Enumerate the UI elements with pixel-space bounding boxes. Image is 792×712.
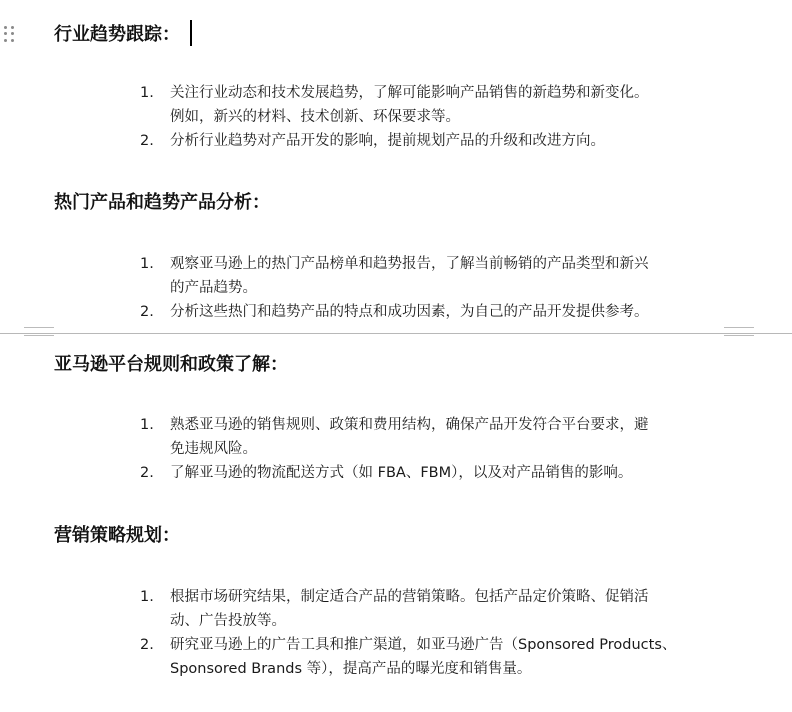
list-item[interactable] — [140, 252, 730, 300]
text-line: 观察亚马逊上的热门产品榜单和趋势报告，了解当前畅销的产品类型和新兴 — [170, 256, 649, 272]
heading-text: 亚马逊平台规则和政策了解： — [54, 354, 288, 375]
numbered-list[interactable] — [140, 252, 730, 324]
list-item[interactable] — [140, 129, 730, 153]
list-item[interactable] — [140, 585, 730, 633]
text-line: 研究亚马逊上的广告工具和推广渠道，如亚马逊广告（Sponsored Products、 — [170, 637, 677, 653]
list-item[interactable] — [140, 633, 730, 681]
numbered-list[interactable] — [140, 81, 730, 153]
text-line: 的产品趋势。 — [170, 280, 257, 296]
text-line: 分析这些热门和趋势产品的特点和成功因素，为自己的产品开发提供参考。 — [170, 304, 649, 320]
text-line: 动、广告投放等。 — [170, 613, 286, 629]
list-item[interactable] — [140, 300, 730, 324]
list-number: 1. — [140, 85, 154, 101]
section-heading[interactable] — [54, 524, 180, 548]
list-number: 2. — [140, 637, 154, 653]
list-item-text — [170, 81, 726, 129]
list-item-text — [170, 300, 726, 324]
list-item-text — [170, 252, 726, 300]
text-line: 分析行业趋势对产品开发的影响，提前规划产品的升级和改进方向。 — [170, 133, 605, 149]
text-line: 了解亚马逊的物流配送方式（如 FBA、FBM），以及对产品销售的影响。 — [170, 465, 633, 481]
text-line: 免违规风险。 — [170, 441, 257, 457]
heading-text: 热门产品和趋势产品分析： — [54, 192, 270, 213]
numbered-list[interactable] — [140, 585, 730, 681]
right-margin-marker — [724, 327, 754, 337]
page-separator-line — [0, 333, 792, 334]
numbered-list[interactable] — [140, 413, 730, 485]
page-break — [0, 331, 792, 343]
list-number: 1. — [140, 417, 154, 433]
heading-text: 营销策略规划： — [54, 525, 180, 546]
drag-handle-icon[interactable] — [4, 26, 16, 42]
list-number: 2. — [140, 133, 154, 149]
section-heading[interactable] — [54, 353, 288, 377]
list-number: 2. — [140, 304, 154, 320]
left-margin-marker — [24, 327, 54, 337]
list-number: 2. — [140, 465, 154, 481]
text-line: 根据市场研究结果，制定适合产品的营销策略。包括产品定价策略、促销活 — [170, 589, 649, 605]
list-item-text — [170, 413, 726, 461]
section-heading[interactable] — [54, 20, 192, 47]
section-heading[interactable] — [54, 191, 270, 215]
list-item-text — [170, 585, 726, 633]
list-item[interactable] — [140, 461, 730, 485]
list-item-text — [170, 633, 726, 681]
text-line: 例如，新兴的材料、技术创新、环保要求等。 — [170, 109, 460, 125]
list-number: 1. — [140, 256, 154, 272]
list-item-text — [170, 129, 726, 153]
list-item-text — [170, 461, 726, 485]
text-line: Sponsored Brands 等），提高产品的曝光度和销售量。 — [170, 661, 532, 677]
text-line: 熟悉亚马逊的销售规则、政策和费用结构，确保产品开发符合平台要求，避 — [170, 417, 649, 433]
list-item[interactable] — [140, 81, 730, 129]
text-line: 关注行业动态和技术发展趋势，了解可能影响产品销售的新趋势和新变化。 — [170, 85, 649, 101]
list-number: 1. — [140, 589, 154, 605]
heading-text: 行业趋势跟踪： — [54, 24, 180, 45]
list-item[interactable] — [140, 413, 730, 461]
text-cursor — [190, 20, 192, 46]
